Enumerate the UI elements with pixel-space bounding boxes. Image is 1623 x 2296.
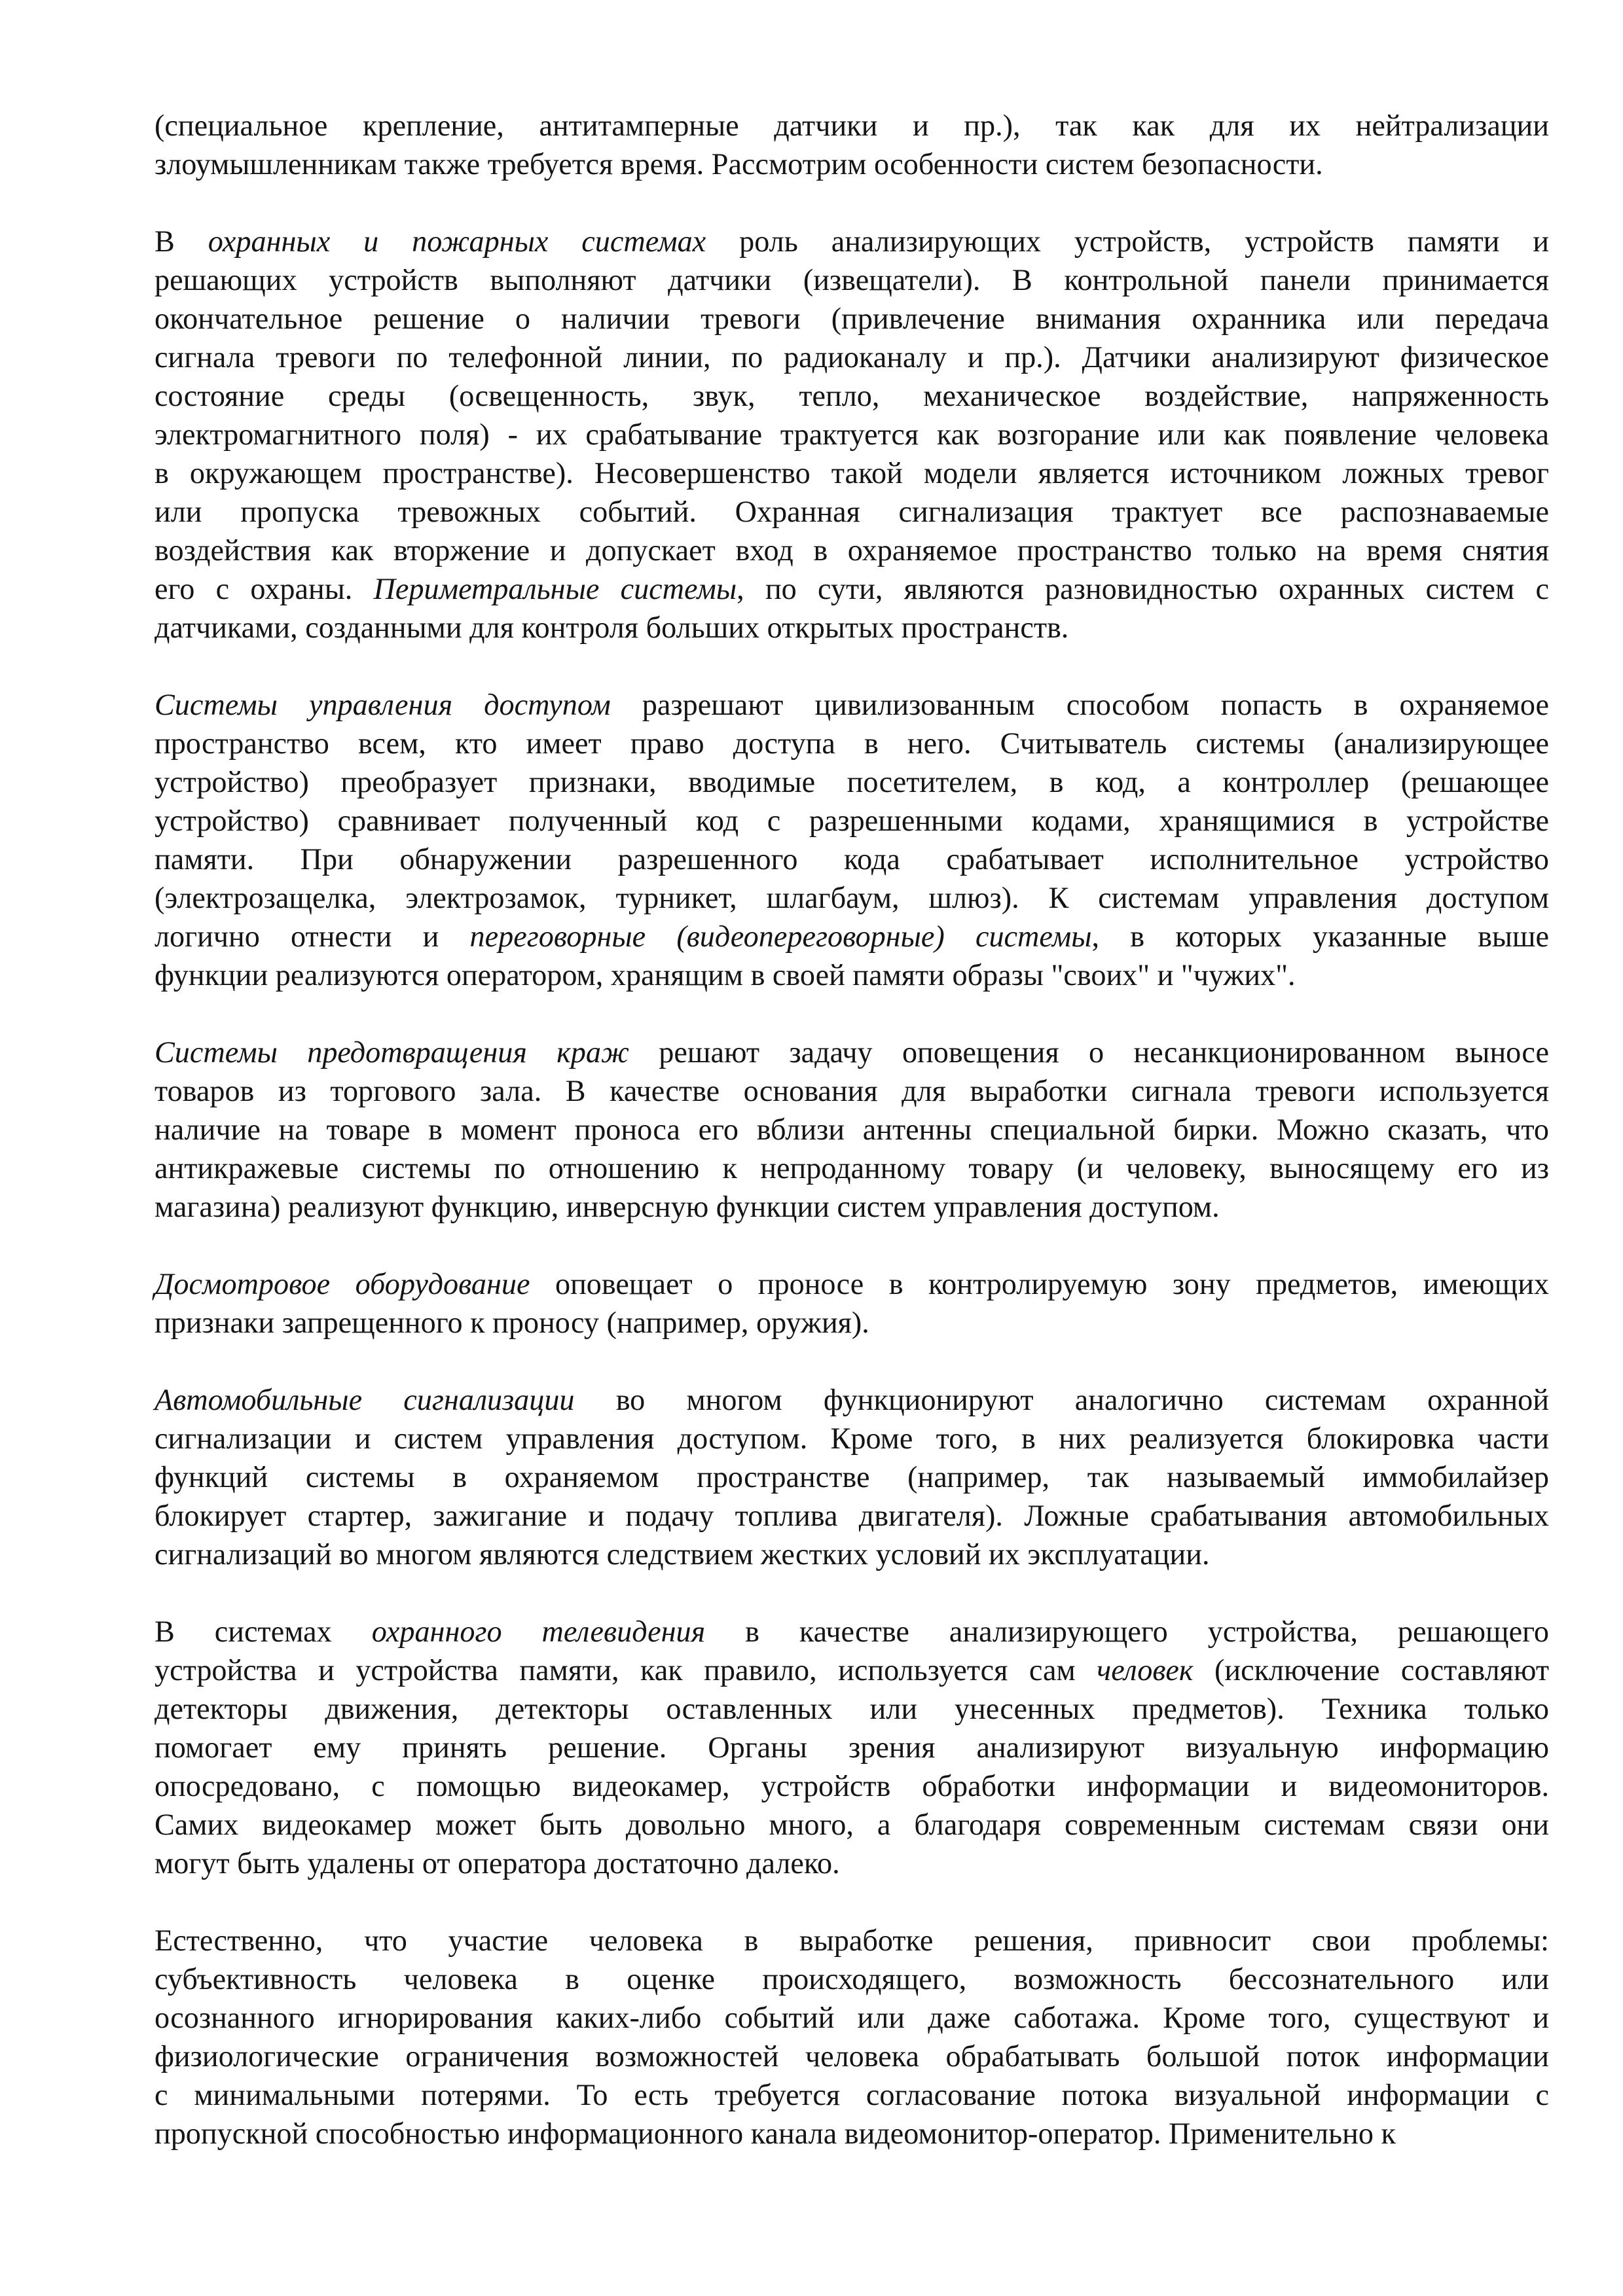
text-line bbox=[155, 1921, 1549, 1960]
text-line bbox=[155, 1149, 1549, 1187]
text-run: оповещает о проносе в контролируемую зону предметов, имеющих bbox=[530, 1267, 1550, 1300]
text-run: помогает ему принять решение. Органы зрения анализируют визуальную информацию bbox=[155, 1731, 1549, 1764]
text-run: устройство) сравнивает полученный код с разрешенными кодами, хранящимися в устройстве bbox=[155, 804, 1549, 837]
italic-term: Досмотровое оборудование bbox=[155, 1267, 530, 1300]
text-line bbox=[155, 917, 1549, 956]
text-line bbox=[155, 338, 1549, 376]
italic-term: Системы предотвращения краж bbox=[155, 1035, 629, 1069]
text-line bbox=[155, 1187, 1549, 1226]
text-line bbox=[155, 1728, 1549, 1767]
text-run: функции реализуются оператором, хранящим в своей памяти образы "своих" и "чужих". bbox=[155, 958, 1296, 992]
text-line bbox=[155, 1689, 1549, 1728]
text-line bbox=[155, 956, 1549, 994]
paragraph-intro-continuation bbox=[155, 106, 1549, 183]
text-line bbox=[155, 1110, 1549, 1149]
text-run: его с охраны. bbox=[155, 572, 374, 605]
text-run: наличие на товаре в момент проноса его вблизи антенны специальной бирки. Можно сказать, что bbox=[155, 1113, 1549, 1146]
text-run: (электрозащелка, электрозамок, турникет, шлагбаум, шлюз). К системам управления доступом bbox=[155, 881, 1549, 914]
text-line bbox=[155, 260, 1549, 299]
document-page bbox=[155, 106, 1549, 2191]
text-run: пространство всем, кто имеет право доступа в него. Считыватель системы (анализирующее bbox=[155, 726, 1549, 760]
text-line bbox=[155, 801, 1549, 840]
text-run: , по сути, являются разновидностью охранных систем с bbox=[737, 572, 1549, 605]
text-line bbox=[155, 1767, 1549, 1805]
paragraph-cctv bbox=[155, 1612, 1549, 1882]
text-run: устройства и устройства памяти, как правило, используется сам bbox=[155, 1653, 1097, 1687]
text-line bbox=[155, 1805, 1549, 1844]
text-run: физиологические ограничения возможностей человека обрабатывать большой поток информации bbox=[155, 2039, 1549, 2073]
paragraph-alarm-fire-systems bbox=[155, 222, 1549, 647]
italic-term: Периметральные системы bbox=[373, 572, 737, 605]
text-run: сигнала тревоги по телефонной линии, по радиоканалу и пр.). Датчики анализируют физическое bbox=[155, 340, 1549, 374]
text-run: сигнализации и систем управления доступом. Кроме того, в них реализуется блокировка части bbox=[155, 1422, 1549, 1455]
text-line bbox=[155, 1612, 1549, 1651]
text-line bbox=[155, 724, 1549, 762]
text-line bbox=[155, 492, 1549, 531]
paragraph-access-control bbox=[155, 685, 1549, 994]
text-line bbox=[155, 1535, 1549, 1573]
text-run: товаров из торгового зала. В качестве основания для выработки сигнала тревоги используется bbox=[155, 1074, 1549, 1107]
text-run: роль анализирующих устройств, устройств памяти и bbox=[706, 224, 1550, 258]
text-run: датчиками, созданными для контроля больших открытых пространств. bbox=[155, 611, 1069, 644]
text-line bbox=[155, 878, 1549, 917]
text-line bbox=[155, 608, 1549, 647]
text-run: разрешают цивилизованным способом попасть в охраняемое bbox=[610, 688, 1549, 721]
text-run: антикражевые системы по отношению к непроданному товару (и человеку, выносящему его из bbox=[155, 1151, 1549, 1185]
text-run: сигнализаций во многом являются следствием жестких условий их эксплуатации. bbox=[155, 1537, 1210, 1571]
text-line bbox=[155, 1651, 1549, 1689]
italic-term: охранных и пожарных системах bbox=[208, 224, 706, 258]
text-line bbox=[155, 1380, 1549, 1419]
text-run: во многом функционируют аналогично системам охранной bbox=[574, 1383, 1549, 1416]
text-line bbox=[155, 569, 1549, 608]
text-line bbox=[155, 1496, 1549, 1535]
text-run: признаки запрещенного к проносу (например, оружия). bbox=[155, 1306, 869, 1339]
text-line bbox=[155, 145, 1549, 183]
text-run: (исключение составляют bbox=[1193, 1653, 1549, 1687]
text-run: или пропуска тревожных событий. Охранная сигнализация трактует все распознаваемые bbox=[155, 495, 1549, 528]
text-run: В bbox=[155, 224, 208, 258]
text-run: злоумышленникам также требуется время. Рассмотрим особенности систем безопасности. bbox=[155, 147, 1323, 181]
text-run: состояние среды (освещенность, звук, тепло, механическое воздействие, напряженность bbox=[155, 379, 1549, 412]
italic-term: человек bbox=[1097, 1653, 1194, 1687]
text-run: памяти. При обнаружении разрешенного кода срабатывает исполнительное устройство bbox=[155, 842, 1549, 876]
text-run: детекторы движения, детекторы оставленных или унесенных предметов). Техника только bbox=[155, 1692, 1549, 1725]
text-line bbox=[155, 106, 1549, 145]
text-run: В системах bbox=[155, 1615, 372, 1648]
text-line bbox=[155, 1960, 1549, 1998]
text-line bbox=[155, 2114, 1549, 2153]
text-line bbox=[155, 1419, 1549, 1458]
text-line bbox=[155, 454, 1549, 492]
text-run: опосредовано, с помощью видеокамер, устройств обработки информации и видеомониторов. bbox=[155, 1769, 1549, 1803]
text-run: в качестве анализирующего устройства, решающего bbox=[705, 1615, 1549, 1648]
text-line bbox=[155, 840, 1549, 878]
text-run: логично отнести и bbox=[155, 920, 470, 953]
text-run: осознанного игнорирования каких-либо событий или даже саботажа. Кроме того, существуют и bbox=[155, 2001, 1549, 2034]
text-line bbox=[155, 1033, 1549, 1071]
text-run: , в которых указанные выше bbox=[1091, 920, 1549, 953]
text-line bbox=[155, 415, 1549, 454]
italic-term: Системы управления доступом bbox=[155, 688, 611, 721]
text-run: окончательное решение о наличии тревоги (привлечение внимания охранника или передача bbox=[155, 302, 1549, 335]
text-line bbox=[155, 1458, 1549, 1496]
text-line bbox=[155, 376, 1549, 415]
text-line bbox=[155, 1998, 1549, 2037]
paragraph-screening-equipment bbox=[155, 1265, 1549, 1342]
text-run: магазина) реализуют функцию, инверсную функции систем управления доступом. bbox=[155, 1190, 1220, 1223]
text-line bbox=[155, 685, 1549, 724]
text-run: воздействия как вторжение и допускает вход в охраняемое пространство только на время снятия bbox=[155, 533, 1549, 567]
text-run: (специальное крепление, антитамперные датчики и пр.), так как для их нейтрализации bbox=[155, 109, 1549, 142]
paragraph-anti-theft bbox=[155, 1033, 1549, 1226]
text-run: решающих устройств выполняют датчики (извещатели). В контрольной панели принимается bbox=[155, 263, 1549, 296]
text-run: могут быть удалены от оператора достаточно далеко. bbox=[155, 1846, 840, 1880]
text-line bbox=[155, 2037, 1549, 2075]
paragraph-human-factor bbox=[155, 1921, 1549, 2153]
text-line bbox=[155, 1265, 1549, 1303]
text-run: субъективность человека в оценке происходящего, возможность бессознательного или bbox=[155, 1962, 1549, 1996]
text-line bbox=[155, 1071, 1549, 1110]
italic-term: переговорные (видеопереговорные) системы bbox=[469, 920, 1092, 953]
text-run: с минимальными потерями. То есть требуется согласование потока визуальной информации с bbox=[155, 2078, 1549, 2111]
text-line bbox=[155, 222, 1549, 260]
text-run: пропускной способностью информационного канала видеомонитор-оператор. Применительно к bbox=[155, 2117, 1396, 2150]
text-line bbox=[155, 762, 1549, 801]
text-run: электромагнитного поля) - их срабатывание трактуется как возгорание или как появление человека bbox=[155, 418, 1549, 451]
text-line bbox=[155, 299, 1549, 338]
text-line bbox=[155, 2075, 1549, 2114]
italic-term: Автомобильные сигнализации bbox=[155, 1383, 575, 1416]
text-run: устройство) преобразует признаки, вводимые посетителем, в код, а контроллер (решающее bbox=[155, 765, 1549, 798]
text-run: Самих видеокамер может быть довольно много, а благодаря современным системам связи они bbox=[155, 1808, 1549, 1841]
text-line bbox=[155, 1844, 1549, 1882]
text-run: решают задачу оповещения о несанкционированном выносе bbox=[629, 1035, 1549, 1069]
text-line bbox=[155, 531, 1549, 569]
paragraph-car-alarms bbox=[155, 1380, 1549, 1573]
text-line bbox=[155, 1303, 1549, 1342]
text-run: в окружающем пространстве). Несовершенство такой модели является источником ложных тревог bbox=[155, 456, 1549, 490]
text-run: блокирует стартер, зажигание и подачу топлива двигателя). Ложные срабатывания автомобильных bbox=[155, 1499, 1549, 1532]
italic-term: охранного телевидения bbox=[371, 1615, 706, 1648]
text-run: Естественно, что участие человека в выработке решения, привносит свои проблемы: bbox=[155, 1924, 1549, 1957]
text-run: функций системы в охраняемом пространстве (например, так называемый иммобилайзер bbox=[155, 1460, 1549, 1494]
